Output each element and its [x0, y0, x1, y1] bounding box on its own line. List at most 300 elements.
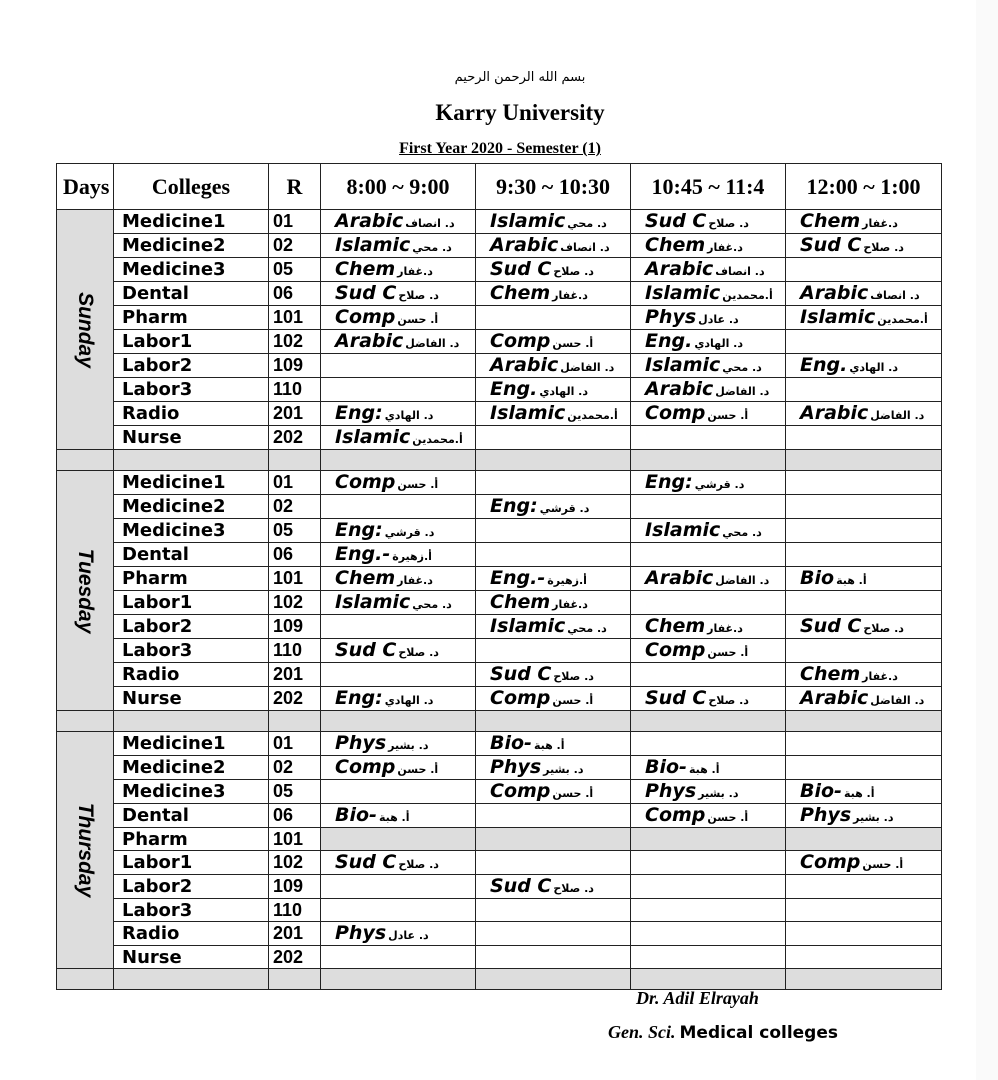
- header-days: Days: [57, 164, 114, 210]
- day-label: Sunday: [74, 291, 97, 368]
- subject: Comp: [490, 330, 551, 352]
- subject: Islamic: [335, 234, 411, 256]
- slot-cell: [476, 330, 631, 354]
- table-row: [57, 899, 942, 922]
- instructor: د.غفار: [707, 622, 743, 635]
- instructor: أ.زهيرة: [547, 574, 587, 587]
- university-title: Karry University: [435, 100, 605, 125]
- slot-cell: [476, 875, 631, 899]
- slot-cell: [631, 591, 786, 615]
- college-cell: Medicine2: [114, 234, 269, 258]
- subject: Comp: [335, 306, 396, 328]
- college-cell: Radio: [114, 922, 269, 946]
- slot-cell: [786, 330, 942, 354]
- college-cell: Medicine1: [114, 471, 269, 495]
- college-cell: Pharm: [114, 828, 269, 851]
- instructor: د.غفار: [862, 670, 898, 683]
- table-row: [57, 946, 942, 969]
- college-cell: Medicine3: [114, 780, 269, 804]
- slot-cell: [321, 756, 476, 780]
- slot-cell: [631, 519, 786, 543]
- table-row: [57, 282, 942, 306]
- instructor: أ. هبة: [836, 574, 867, 587]
- slot-cell: [476, 258, 631, 282]
- subject: Sud C: [800, 615, 862, 637]
- slot-cell: [476, 426, 631, 450]
- slot-cell: [321, 282, 476, 306]
- college-cell: Labor2: [114, 875, 269, 899]
- instructor: د. محي: [412, 598, 452, 611]
- slot-cell: [786, 258, 942, 282]
- slot-cell: [631, 732, 786, 756]
- room-cell: 201: [269, 663, 321, 687]
- slot-cell: [476, 663, 631, 687]
- instructor: د.غفار: [552, 289, 588, 302]
- slot-cell: [786, 732, 942, 756]
- semester-subtitle: First Year 2020 - Semester (1): [399, 140, 601, 157]
- room-cell: 109: [269, 354, 321, 378]
- slot-cell: [631, 234, 786, 258]
- instructor: د. الفاضل: [870, 409, 925, 422]
- slot-cell: [631, 804, 786, 828]
- slot-cell: [321, 330, 476, 354]
- room-cell: 06: [269, 282, 321, 306]
- subject: Chem: [335, 567, 396, 589]
- instructor: د. صلاح: [398, 646, 439, 659]
- header-slot-2: 9:30 ~ 10:30: [476, 164, 631, 210]
- instructor: د. قرشي: [539, 502, 590, 515]
- subject: Islamic: [645, 282, 721, 304]
- slot-cell: [476, 828, 631, 851]
- instructor: د. الهادي: [384, 694, 434, 707]
- instructor: د. انصاف: [560, 241, 610, 254]
- basmala-heading: بسم الله الرحمن الرحيم: [454, 70, 586, 85]
- instructor: د. صلاح: [708, 217, 749, 230]
- slot-cell: [786, 639, 942, 663]
- instructor: د. انصاف: [715, 265, 765, 278]
- table-row: [57, 828, 942, 851]
- slot-cell: [786, 946, 942, 969]
- instructor: د. بشير: [698, 787, 739, 800]
- room-cell: 02: [269, 234, 321, 258]
- slot-cell: [786, 804, 942, 828]
- signatory-name: Dr. Adil Elrayah: [636, 988, 759, 1008]
- separator-cell: [476, 450, 631, 471]
- slot-cell: [476, 210, 631, 234]
- slot-cell: [786, 354, 942, 378]
- subject: Sud C: [645, 687, 707, 709]
- table-row: [57, 615, 942, 639]
- instructor: د. محي: [412, 241, 452, 254]
- separator-cell: [269, 711, 321, 732]
- instructor: د. صلاح: [553, 670, 594, 683]
- slot-cell: [631, 210, 786, 234]
- table-row: [57, 210, 942, 234]
- instructor: د.غفار: [552, 598, 588, 611]
- day-separator: [57, 711, 942, 732]
- instructor: د. الفاضل: [870, 694, 925, 707]
- table-row: [57, 495, 942, 519]
- slot-cell: [786, 402, 942, 426]
- day-label: Thursday: [74, 802, 97, 898]
- subject: Sud C: [490, 875, 552, 897]
- table-row: [57, 519, 942, 543]
- slot-cell: [476, 378, 631, 402]
- slot-cell: [631, 426, 786, 450]
- slot-cell: [786, 828, 942, 851]
- instructor: د. الهادي: [849, 361, 899, 374]
- subject: Phys: [800, 804, 852, 826]
- table-row: [57, 875, 942, 899]
- instructor: د. محي: [567, 217, 607, 230]
- instructor: د. محي: [567, 622, 607, 635]
- table-row: [57, 234, 942, 258]
- subject: Arabic: [335, 210, 404, 232]
- room-cell: 110: [269, 639, 321, 663]
- subject: Arabic: [490, 234, 559, 256]
- subject: Islamic: [490, 402, 566, 424]
- slot-cell: [476, 687, 631, 711]
- slot-cell: [631, 402, 786, 426]
- room-cell: 06: [269, 543, 321, 567]
- college-cell: Dental: [114, 282, 269, 306]
- subject: Arabic: [645, 258, 714, 280]
- instructor: د. الهادي: [539, 385, 589, 398]
- instructor: د. صلاح: [553, 265, 594, 278]
- subject: Eng:: [490, 495, 538, 517]
- slot-cell: [476, 591, 631, 615]
- slot-cell: [321, 639, 476, 663]
- instructor: د. محي: [722, 361, 762, 374]
- subject: Islamic: [645, 354, 721, 376]
- slot-cell: [321, 471, 476, 495]
- subject: Islamic: [490, 210, 566, 232]
- instructor: أ.محمدين: [412, 433, 463, 446]
- slot-cell: [786, 756, 942, 780]
- slot-cell: [786, 687, 942, 711]
- subject: Islamic: [335, 426, 411, 448]
- room-cell: 201: [269, 402, 321, 426]
- college-cell: Dental: [114, 543, 269, 567]
- slot-cell: [631, 828, 786, 851]
- college-cell: Radio: [114, 402, 269, 426]
- subject: Chem: [490, 282, 551, 304]
- slot-cell: [631, 756, 786, 780]
- room-cell: 101: [269, 828, 321, 851]
- slot-cell: [321, 899, 476, 922]
- subject: Sud C: [490, 663, 552, 685]
- room-cell: 109: [269, 875, 321, 899]
- slot-cell: [321, 258, 476, 282]
- slot-cell: [786, 663, 942, 687]
- subject: Arabic: [800, 282, 869, 304]
- instructor: د. بشير: [543, 763, 584, 776]
- college-cell: Radio: [114, 663, 269, 687]
- instructor: أ.محمدين: [567, 409, 618, 422]
- subject: Eng.: [645, 330, 693, 352]
- subject: Islamic: [490, 615, 566, 637]
- instructor: أ.زهيرة: [392, 550, 432, 563]
- subject: Comp: [335, 471, 396, 493]
- separator-cell: [57, 450, 114, 471]
- separator-cell: [57, 711, 114, 732]
- slot-cell: [476, 946, 631, 969]
- subject: Comp: [490, 780, 551, 802]
- slot-cell: [786, 615, 942, 639]
- table-row: [57, 687, 942, 711]
- slot-cell: [786, 851, 942, 875]
- instructor: د. صلاح: [398, 858, 439, 871]
- slot-cell: [786, 519, 942, 543]
- separator-cell: [631, 711, 786, 732]
- slot-cell: [321, 615, 476, 639]
- room-cell: 02: [269, 495, 321, 519]
- separator-cell: [786, 450, 942, 471]
- slot-cell: [631, 495, 786, 519]
- college-cell: Labor1: [114, 591, 269, 615]
- table-row: [57, 639, 942, 663]
- room-cell: 110: [269, 899, 321, 922]
- table-row: [57, 756, 942, 780]
- slot-cell: [631, 687, 786, 711]
- slot-cell: [631, 543, 786, 567]
- room-cell: 109: [269, 615, 321, 639]
- instructor: د. قرشي: [694, 478, 745, 491]
- slot-cell: [476, 471, 631, 495]
- subject: Phys: [645, 306, 697, 328]
- slot-cell: [476, 780, 631, 804]
- table-row: [57, 330, 942, 354]
- instructor: د. الفاضل: [405, 337, 460, 350]
- slot-cell: [321, 543, 476, 567]
- subject: Comp: [645, 639, 706, 661]
- slot-cell: [476, 899, 631, 922]
- subject: Sud C: [335, 851, 397, 873]
- college-cell: Medicine2: [114, 756, 269, 780]
- subject: Bio: [800, 567, 835, 589]
- slot-cell: [321, 354, 476, 378]
- separator-cell: [786, 711, 942, 732]
- table-row: [57, 306, 942, 330]
- table-row: [57, 402, 942, 426]
- instructor: د. بشير: [853, 811, 894, 824]
- instructor: د. الهادي: [384, 409, 434, 422]
- subject: Chem: [800, 663, 861, 685]
- slot-cell: [476, 306, 631, 330]
- slot-cell: [786, 210, 942, 234]
- separator-cell: [269, 969, 321, 990]
- subject: Sud C: [490, 258, 552, 280]
- instructor: د.غفار: [397, 574, 433, 587]
- slot-cell: [321, 495, 476, 519]
- slot-cell: [476, 851, 631, 875]
- day-label: Tuesday: [74, 548, 97, 633]
- table-row: [57, 780, 942, 804]
- slot-cell: [321, 780, 476, 804]
- subject: Eng.: [800, 354, 848, 376]
- slot-cell: [631, 946, 786, 969]
- slot-cell: [786, 591, 942, 615]
- header-slot-4: 12:00 ~ 1:00: [786, 164, 942, 210]
- header-slot-1: 8:00 ~ 9:00: [321, 164, 476, 210]
- college-cell: Pharm: [114, 306, 269, 330]
- college-cell: Labor1: [114, 330, 269, 354]
- separator-cell: [114, 969, 269, 990]
- room-cell: 02: [269, 756, 321, 780]
- instructor: د. صلاح: [708, 694, 749, 707]
- day-cell: [57, 732, 114, 969]
- slot-cell: [321, 804, 476, 828]
- timetable-body: [57, 210, 942, 990]
- separator-cell: [114, 450, 269, 471]
- college-cell: Nurse: [114, 946, 269, 969]
- slot-cell: [476, 402, 631, 426]
- slot-cell: [321, 828, 476, 851]
- subject: Islamic: [335, 591, 411, 613]
- subject: Eng:: [335, 402, 383, 424]
- room-cell: 202: [269, 687, 321, 711]
- subject: Phys: [490, 756, 542, 778]
- slot-cell: [631, 471, 786, 495]
- instructor: د.غفار: [862, 217, 898, 230]
- day-separator: [57, 450, 942, 471]
- subject: Eng.-: [490, 567, 546, 589]
- slot-cell: [631, 282, 786, 306]
- subject: Sud C: [335, 282, 397, 304]
- slot-cell: [476, 922, 631, 946]
- room-cell: 01: [269, 210, 321, 234]
- table-row: [57, 567, 942, 591]
- slot-cell: [786, 471, 942, 495]
- subject: Bio-: [490, 732, 532, 754]
- room-cell: 110: [269, 378, 321, 402]
- slot-cell: [786, 306, 942, 330]
- subject: Sud C: [800, 234, 862, 256]
- college-cell: Labor3: [114, 639, 269, 663]
- college-cell: Medicine3: [114, 519, 269, 543]
- slot-cell: [476, 804, 631, 828]
- subject: Arabic: [645, 567, 714, 589]
- subject: Eng:: [335, 687, 383, 709]
- room-cell: 102: [269, 591, 321, 615]
- college-cell: Medicine1: [114, 210, 269, 234]
- slot-cell: [786, 378, 942, 402]
- signatory-title-prefix: Gen. Sci.: [608, 1022, 676, 1042]
- header-colleges: Colleges: [114, 164, 269, 210]
- instructor: د. صلاح: [863, 622, 904, 635]
- room-cell: 06: [269, 804, 321, 828]
- instructor: د. عادل: [698, 313, 739, 326]
- separator-cell: [114, 711, 269, 732]
- table-row: [57, 543, 942, 567]
- subject: Islamic: [645, 519, 721, 541]
- room-cell: 01: [269, 732, 321, 756]
- slot-cell: [476, 732, 631, 756]
- slot-cell: [786, 875, 942, 899]
- separator-cell: [269, 450, 321, 471]
- slot-cell: [786, 495, 942, 519]
- slot-cell: [476, 639, 631, 663]
- college-cell: Medicine1: [114, 732, 269, 756]
- subject: Arabic: [335, 330, 404, 352]
- slot-cell: [476, 354, 631, 378]
- slot-cell: [631, 306, 786, 330]
- college-cell: Labor1: [114, 851, 269, 875]
- slot-cell: [321, 378, 476, 402]
- instructor: د. الفاضل: [715, 385, 770, 398]
- table-row: [57, 471, 942, 495]
- subject: Chem: [335, 258, 396, 280]
- college-cell: Pharm: [114, 567, 269, 591]
- slot-cell: [476, 234, 631, 258]
- slot-cell: [631, 663, 786, 687]
- separator-cell: [786, 969, 942, 990]
- room-cell: 05: [269, 519, 321, 543]
- subject: Chem: [490, 591, 551, 613]
- room-cell: 102: [269, 330, 321, 354]
- header-slot-3: 10:45 ~ 11:4: [631, 164, 786, 210]
- slot-cell: [321, 851, 476, 875]
- college-cell: Medicine3: [114, 258, 269, 282]
- table-row: [57, 591, 942, 615]
- instructor: أ. حسن: [862, 858, 904, 871]
- subject: Arabic: [800, 402, 869, 424]
- slot-cell: [321, 732, 476, 756]
- slot-cell: [476, 519, 631, 543]
- college-cell: Labor2: [114, 615, 269, 639]
- slot-cell: [631, 780, 786, 804]
- instructor: د. الفاضل: [560, 361, 615, 374]
- slot-cell: [321, 875, 476, 899]
- slot-cell: [631, 567, 786, 591]
- slot-cell: [631, 330, 786, 354]
- instructor: د. انصاف: [870, 289, 920, 302]
- slot-cell: [321, 687, 476, 711]
- separator-cell: [321, 711, 476, 732]
- instructor: أ. حسن: [552, 694, 594, 707]
- instructor: أ. حسن: [707, 811, 749, 824]
- room-cell: 101: [269, 306, 321, 330]
- separator-cell: [321, 969, 476, 990]
- slot-cell: [321, 591, 476, 615]
- signatory-title-suffix: Medical colleges: [679, 1023, 838, 1043]
- subject: Chem: [645, 234, 706, 256]
- instructor: د. عادل: [388, 929, 429, 942]
- subject: Eng.-: [335, 543, 391, 565]
- instructor: د. الفاضل: [715, 574, 770, 587]
- table-row: [57, 378, 942, 402]
- instructor: د. انصاف: [405, 217, 455, 230]
- subject: Arabic: [800, 687, 869, 709]
- instructor: أ.محمدين: [722, 289, 773, 302]
- instructor: د. بشير: [388, 739, 429, 752]
- day-cell: [57, 471, 114, 711]
- instructor: أ. هبة: [688, 763, 720, 776]
- room-cell: 05: [269, 258, 321, 282]
- slot-cell: [786, 282, 942, 306]
- college-cell: Labor3: [114, 899, 269, 922]
- instructor: د. قرشي: [384, 526, 435, 539]
- separator-cell: [631, 450, 786, 471]
- room-cell: 102: [269, 851, 321, 875]
- subject: Eng:: [335, 519, 383, 541]
- day-cell: [57, 210, 114, 450]
- slot-cell: [476, 567, 631, 591]
- instructor: أ. حسن: [707, 646, 749, 659]
- slot-cell: [786, 567, 942, 591]
- subject: Sud C: [645, 210, 707, 232]
- instructor: د. محي: [722, 526, 762, 539]
